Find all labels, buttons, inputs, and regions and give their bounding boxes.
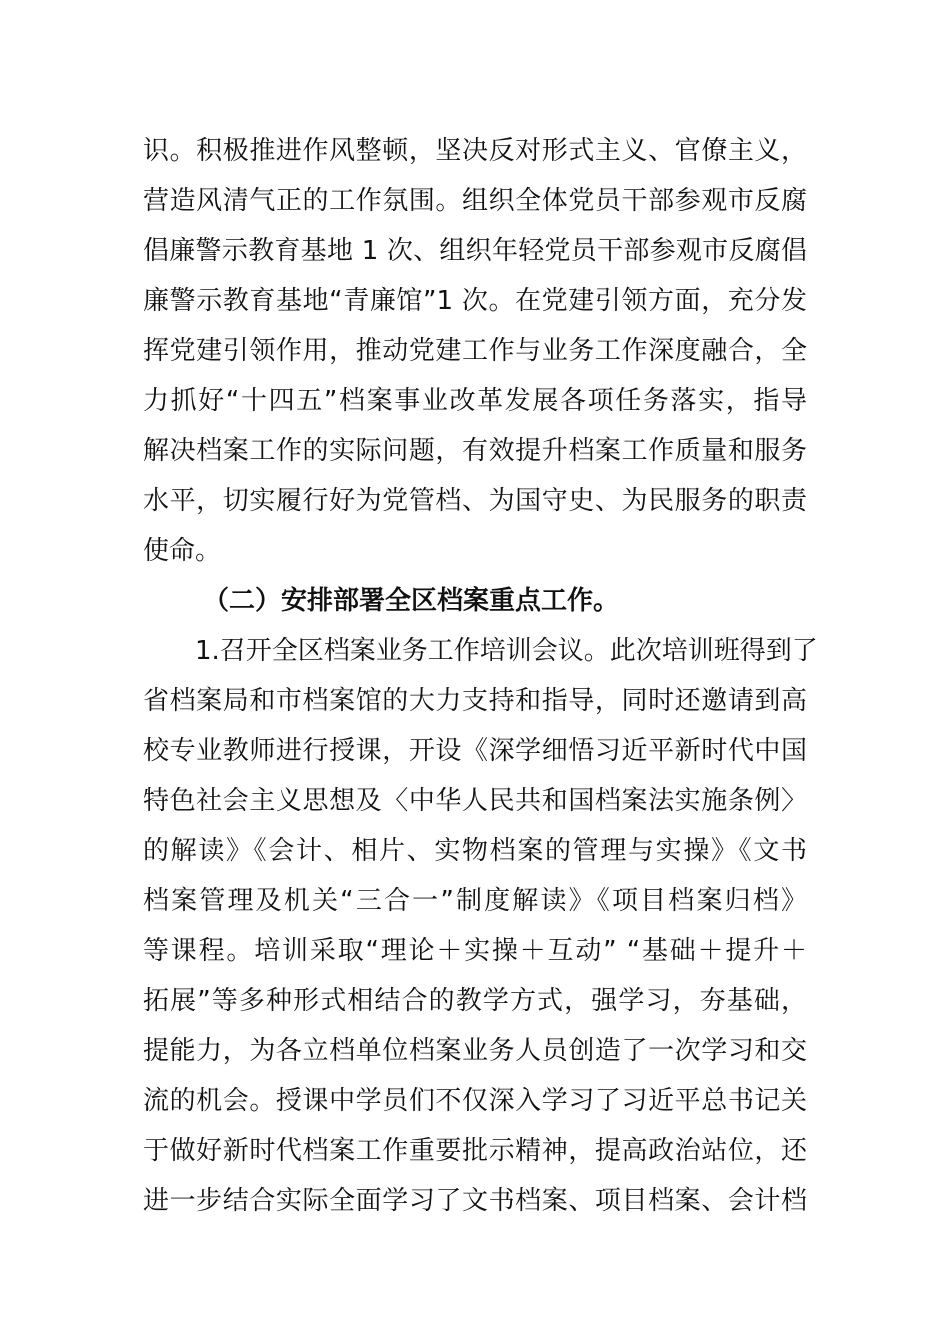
paragraph-2-line-12: 进一步结合实际全面学习了文书档案、项目档案、会计档 bbox=[143, 1186, 807, 1216]
paragraph-2-line-5: 的解读》《会计、相片、实物档案的管理与实操》《文书 bbox=[143, 836, 807, 866]
paragraph-1-line-6: 力抓好“十四五”档案事业改革发展各项任务落实，指导 bbox=[143, 386, 807, 416]
paragraph-2-line-7: 等课程。培训采取“理论＋实操＋互动” “基础＋提升＋ bbox=[143, 936, 807, 966]
paragraph-2-line-1: 1.召开全区档案业务工作培训会议。此次培训班得到了 bbox=[195, 636, 818, 666]
document-body bbox=[143, 126, 818, 1226]
paragraph-2-line-3: 校专业教师进行授课，开设《深学细悟习近平新时代中国 bbox=[143, 736, 807, 766]
paragraph-1-line-8: 水平，切实履行好为党管档、为国守史、为民服务的职责 bbox=[143, 486, 807, 516]
paragraph-2-line-11: 于做好新时代档案工作重要批示精神，提高政治站位，还 bbox=[143, 1136, 807, 1166]
paragraph-1-line-9: 使命。 bbox=[143, 536, 222, 566]
paragraph-2-line-4: 特色社会主义思想及〈中华人民共和国档案法实施条例〉 bbox=[143, 786, 807, 816]
paragraph-1-line-2: 营造风清气正的工作氛围。组织全体党员干部参观市反腐 bbox=[143, 186, 807, 216]
paragraph-1-line-7: 解决档案工作的实际问题，有效提升档案工作质量和服务 bbox=[143, 436, 807, 466]
section-heading: （二）安排部署全区档案重点工作。 bbox=[203, 586, 620, 616]
paragraph-1-line-3: 倡廉警示教育基地 1 次、组织年轻党员干部参观市反腐倡 bbox=[143, 236, 807, 266]
paragraph-2-line-6: 档案管理及机关“三合一”制度解读》《项目档案归档》 bbox=[143, 886, 807, 916]
paragraph-1-line-1: 识。积极推进作风整顿，坚决反对形式主义、官僚主义， bbox=[143, 136, 807, 166]
paragraph-1-line-5: 挥党建引领作用，推动党建工作与业务工作深度融合，全 bbox=[143, 336, 807, 366]
paragraph-2-line-8: 拓展”等多种形式相结合的教学方式，强学习，夯基础， bbox=[143, 986, 807, 1016]
paragraph-2-line-9: 提能力，为各立档单位档案业务人员创造了一次学习和交 bbox=[143, 1036, 807, 1066]
paragraph-2-line-2: 省档案局和市档案馆的大力支持和指导，同时还邀请到高 bbox=[143, 686, 807, 716]
paragraph-2-line-10: 流的机会。授课中学员们不仅深入学习了习近平总书记关 bbox=[143, 1086, 807, 1116]
paragraph-1-line-4: 廉警示教育基地“青廉馆”1 次。在党建引领方面，充分发 bbox=[143, 286, 807, 316]
